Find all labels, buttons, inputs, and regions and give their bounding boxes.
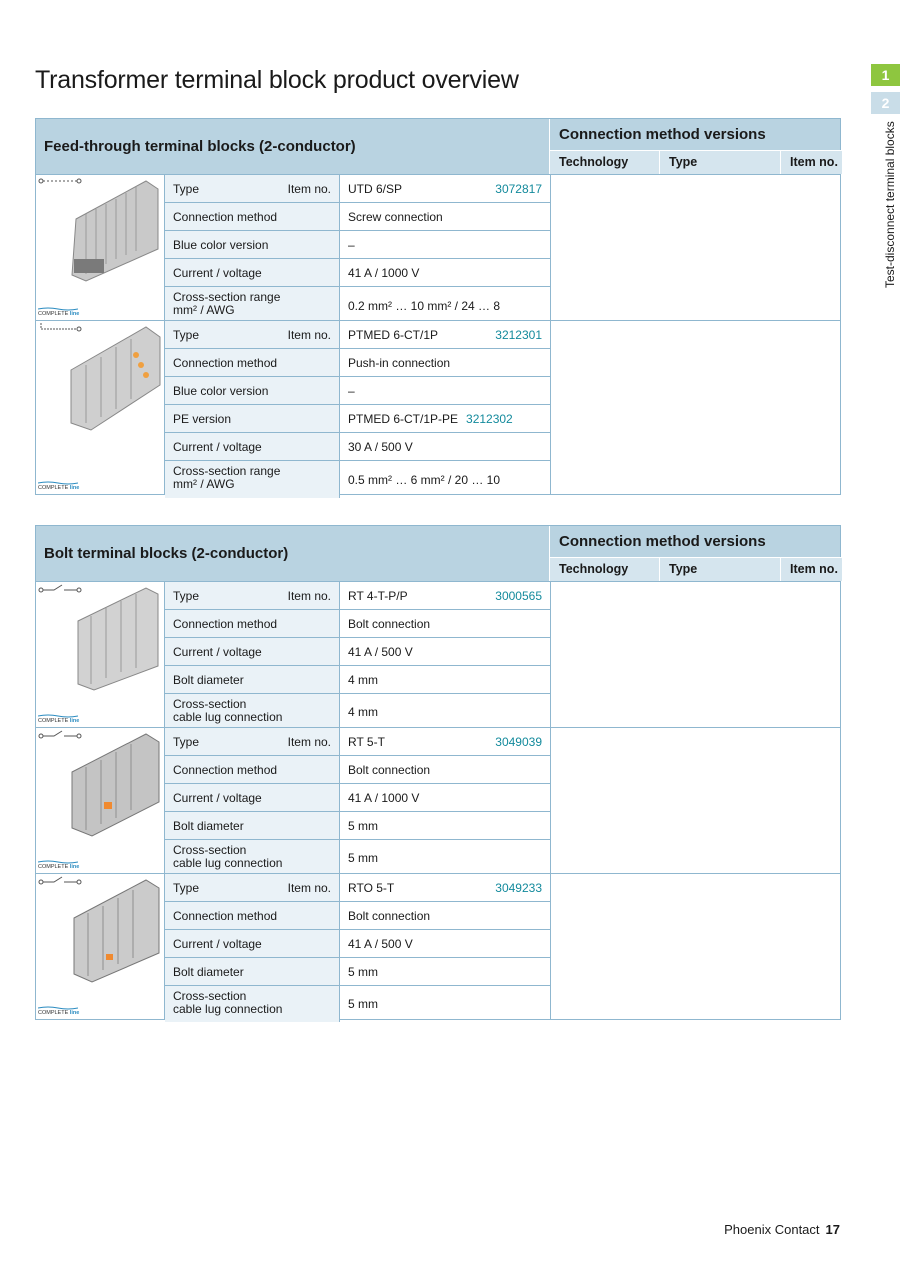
type-label: Type — [173, 588, 200, 603]
spec-key-line2: cable lug connection — [173, 856, 283, 870]
item-number-link[interactable]: 3049233 — [495, 880, 542, 895]
spec-row — [165, 756, 550, 784]
section-header — [36, 119, 840, 174]
spec-value: 5 mm — [348, 818, 378, 833]
spec-key-line1: Cross-section range — [173, 464, 281, 478]
item-label: Item no. — [287, 588, 331, 603]
spec-value: – — [348, 237, 355, 252]
item-label: Item no. — [287, 734, 331, 749]
complete-line-logo: COMPLETE line — [38, 481, 79, 491]
spec-row — [165, 405, 550, 433]
spec-value: 4 mm — [348, 672, 378, 687]
spec-key-line1: Cross-section — [173, 697, 247, 711]
spec-grid — [165, 175, 551, 320]
spec-value: Push-in connection — [348, 355, 451, 370]
section-title: Bolt terminal blocks (2-conductor) — [44, 545, 289, 562]
spec-row — [165, 638, 550, 666]
spec-row — [165, 582, 550, 610]
spec-value: 41 A / 500 V — [348, 936, 413, 951]
terminal-block-image — [66, 325, 161, 435]
cmv-title: Connection method versions — [550, 119, 842, 151]
spec-key: Current / voltage — [165, 784, 340, 811]
type-value: RT 5-T — [348, 734, 385, 749]
spec-row — [165, 728, 550, 756]
spec-value: 41 A / 1000 V — [348, 790, 420, 805]
terminal-block-image — [66, 179, 161, 284]
item-number-link[interactable]: 3072817 — [495, 181, 542, 196]
terminal-block-image — [66, 878, 161, 983]
type-value: RTO 5-T — [348, 880, 395, 895]
side-section-label: Test-disconnect terminal blocks — [883, 121, 897, 288]
section-title: Feed-through terminal blocks (2-conductor) — [44, 138, 356, 155]
item-number-link[interactable]: 3049039 — [495, 734, 542, 749]
product-block — [36, 581, 840, 727]
product-image-cell — [36, 582, 165, 727]
spec-value: 5 mm — [348, 851, 378, 865]
spec-value: 0.5 mm² … 6 mm² / 20 … 10 — [348, 472, 501, 487]
type-label: Type — [173, 734, 200, 749]
page-footer — [724, 1222, 840, 1237]
page-number: 17 — [825, 1222, 840, 1237]
product-image-cell — [36, 728, 165, 873]
product-image-cell — [36, 321, 165, 494]
spec-key: Bolt diameter — [165, 958, 340, 985]
terminal-block-image — [66, 586, 161, 691]
type-label: Type — [173, 327, 200, 342]
spec-value: 0.2 mm² … 10 mm² / 24 … 8 — [348, 298, 501, 313]
spec-key: Bolt diameter — [165, 666, 340, 693]
cmv-empty-cell — [551, 582, 840, 727]
spec-value: 5 mm — [348, 964, 378, 979]
page-title: Transformer terminal block product overview — [35, 66, 519, 94]
spec-value: 41 A / 500 V — [348, 644, 413, 659]
spec-value: PTMED 6-CT/1P-PE — [348, 411, 459, 426]
spec-row — [165, 321, 550, 349]
spec-key: Current / voltage — [165, 930, 340, 957]
spec-row — [165, 874, 550, 902]
spec-grid — [165, 321, 551, 494]
col-technology: Technology — [550, 151, 660, 174]
cmv-empty-cell — [551, 874, 840, 1019]
chapter-tab-1[interactable]: 1 — [871, 64, 900, 86]
spec-row — [165, 377, 550, 405]
spec-row — [165, 349, 550, 377]
spec-grid — [165, 874, 551, 1019]
spec-row — [165, 958, 550, 986]
spec-value: 5 mm — [348, 997, 378, 1011]
spec-row — [165, 175, 550, 203]
spec-value: 4 mm — [348, 705, 378, 719]
cmv-empty-cell — [551, 175, 840, 320]
spec-value: Screw connection — [348, 209, 443, 224]
spec-key: Connection method — [165, 610, 340, 637]
item-label: Item no. — [287, 327, 331, 342]
col-type: Type — [660, 558, 781, 581]
product-block — [36, 873, 840, 1019]
product-image-cell — [36, 175, 165, 320]
type-value: RT 4-T-P/P — [348, 588, 408, 603]
spec-row — [165, 812, 550, 840]
type-label: Type — [173, 181, 200, 196]
product-block — [36, 320, 840, 494]
spec-row — [165, 259, 550, 287]
spec-key-line2: mm² / AWG — [173, 477, 235, 491]
col-item-no: Item no. — [790, 155, 838, 169]
complete-line-logo: COMPLETE line — [38, 307, 79, 317]
col-technology: Technology — [550, 558, 660, 581]
spec-value: – — [348, 383, 355, 398]
spec-key: Current / voltage — [165, 259, 340, 286]
spec-key-line1: Cross-section — [173, 843, 247, 857]
spec-grid — [165, 582, 551, 727]
spec-row — [165, 203, 550, 231]
spec-row — [165, 784, 550, 812]
spec-key-line1: Cross-section range — [173, 290, 281, 304]
spec-row — [165, 231, 550, 259]
spec-key: Connection method — [165, 203, 340, 230]
item-label: Item no. — [287, 181, 331, 196]
type-value: UTD 6/SP — [348, 181, 403, 196]
spec-row — [165, 610, 550, 638]
cmv-empty-cell — [551, 321, 840, 494]
chapter-tab-2[interactable]: 2 — [871, 92, 900, 114]
spec-row — [165, 433, 550, 461]
spec-key-line2: cable lug connection — [173, 1002, 283, 1016]
section-header — [36, 526, 840, 581]
spec-row — [165, 287, 550, 324]
complete-line-logo: COMPLETE line — [38, 1006, 79, 1016]
spec-key: Blue color version — [165, 377, 340, 404]
spec-key: PE version — [165, 405, 340, 432]
spec-key: Connection method — [165, 902, 340, 929]
spec-value: 41 A / 1000 V — [348, 265, 420, 280]
connection-method-versions — [549, 119, 842, 174]
spec-row — [165, 930, 550, 958]
spec-key-line2: mm² / AWG — [173, 303, 235, 317]
spec-row — [165, 902, 550, 930]
spec-key: Current / voltage — [165, 638, 340, 665]
spec-key: Connection method — [165, 756, 340, 783]
spec-key-line2: cable lug connection — [173, 710, 283, 724]
feed-through-section — [35, 118, 841, 495]
footer-brand: Phoenix Contact — [724, 1222, 820, 1237]
spec-row — [165, 840, 550, 876]
type-value: PTMED 6-CT/1P — [348, 327, 439, 342]
cmv-empty-cell — [551, 728, 840, 873]
spec-row — [165, 986, 550, 1022]
spec-key: Blue color version — [165, 231, 340, 258]
spec-value: Bolt connection — [348, 908, 431, 923]
spec-value: Bolt connection — [348, 762, 431, 777]
terminal-block-image — [66, 732, 161, 837]
complete-line-logo: COMPLETE line — [38, 714, 79, 724]
product-image-cell — [36, 874, 165, 1019]
product-block — [36, 174, 840, 320]
spec-row — [165, 694, 550, 730]
connection-method-versions — [549, 526, 842, 581]
col-item-no: Item no. — [790, 562, 838, 576]
spec-key: Connection method — [165, 349, 340, 376]
col-type: Type — [660, 151, 781, 174]
cmv-title: Connection method versions — [550, 526, 842, 558]
item-number-link[interactable]: 3000565 — [495, 588, 542, 603]
bolt-terminal-section — [35, 525, 841, 1020]
spec-grid — [165, 728, 551, 873]
type-label: Type — [173, 880, 200, 895]
spec-key-line1: Cross-section — [173, 989, 247, 1003]
item-number-link[interactable]: 3212301 — [495, 327, 542, 342]
complete-line-logo: COMPLETE line — [38, 860, 79, 870]
item-number-link[interactable]: 3212302 — [466, 411, 513, 426]
product-block — [36, 727, 840, 873]
spec-value: 30 A / 500 V — [348, 439, 413, 454]
spec-value: Bolt connection — [348, 616, 431, 631]
spec-row — [165, 461, 550, 498]
spec-key: Bolt diameter — [165, 812, 340, 839]
item-label: Item no. — [287, 880, 331, 895]
spec-key: Current / voltage — [165, 433, 340, 460]
spec-row — [165, 666, 550, 694]
